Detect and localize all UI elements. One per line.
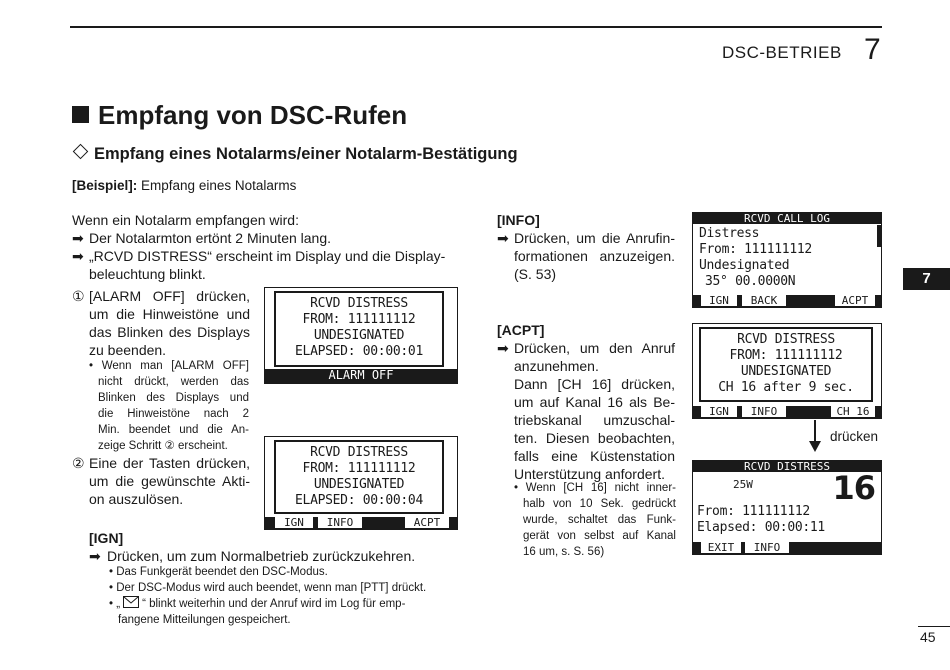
lcd-screen: RCVD DISTRESS FROM: 111111112 UNDESIGNATED ELAPSED: 00:00:04 (274, 440, 444, 514)
power-indicator: 25W (733, 478, 753, 491)
lcd-display-options (264, 436, 458, 530)
ch16-softkey[interactable]: CH 16 (831, 406, 875, 417)
alarm-off-softkey[interactable]: ALARM OFF (275, 369, 447, 382)
step-2: ② Eine der Tasten drücken, um die gewünschte Akti- on auszulösen. (72, 455, 250, 507)
example-line: [Beispiel]: Empfang eines Notalarms (72, 178, 297, 193)
acpt-heading: [ACPT] (497, 322, 545, 338)
ign-heading: [IGN] (89, 530, 124, 546)
header-rule (70, 26, 882, 28)
info-softkey[interactable]: INFO (742, 406, 786, 417)
acpt-note: • Wenn [CH 16] nicht inner- halb von 10 Sek. gedrückt wurde, schaltet das Funk- gerät von selbst auf Kanal 16 um, s. S. 56) (514, 482, 676, 558)
lcd-title-bar: RCVD CALL LOG (693, 213, 881, 224)
lcd-display-accepted (692, 323, 882, 419)
scrollbar-thumb[interactable] (877, 225, 881, 247)
page-title: Empfang von DSC-Rufen (72, 100, 407, 131)
lcd-screen: RCVD DISTRESS FROM: 111111112 UNDESIGNATED ELAPSED: 00:00:01 (274, 291, 444, 367)
info-softkey[interactable]: INFO (318, 517, 362, 528)
arrow-icon: ➡ (72, 248, 84, 264)
acpt-softkey[interactable]: ACPT (835, 295, 875, 306)
down-arrow-icon (809, 441, 821, 452)
info-description: ➡ Drücken, um die Anrufin- formationen anzuzeigen. (S. 53) (497, 230, 675, 282)
step-1: ① [ALARM OFF] drücken, um die Hinweistöne und das Blinken des Displays zu beenden. (72, 288, 250, 358)
info-softkey[interactable]: INFO (745, 542, 789, 553)
channel-number: 16 (832, 469, 875, 507)
chapter-number: 7 (864, 33, 881, 66)
arrow-icon: ➡ (497, 340, 509, 356)
envelope-icon (123, 596, 139, 608)
arrow-icon: ➡ (89, 548, 101, 564)
page-number-rule (918, 626, 950, 627)
exit-softkey[interactable]: EXIT (701, 542, 741, 553)
acpt-description: ➡ Drücken, um den Anruf anzunehmen. Dann [CH 16] drücken, um auf Kanal 16 als Be- triebskanal umzuschal- ten. Diesen beobachten, falls eine Küstenstation Unterstützung anfordert. (497, 340, 675, 482)
arrow-icon: ➡ (72, 230, 84, 246)
lcd-display-call-log: RCVD CALL LOG Distress From: 111111112 Undesignated 35° 00.0000N IGN BACK ACPT (692, 212, 882, 308)
ign-softkey[interactable]: IGN (701, 406, 737, 417)
lcd-display-channel-16: RCVD DISTRESS 25W 16 From: 111111112 Elapsed: 00:00:11 EXIT INFO (692, 460, 882, 555)
lcd-screen: RCVD DISTRESS FROM: 111111112 UNDESIGNATED CH 16 after 9 sec. (699, 327, 873, 402)
arrow-icon: ➡ (497, 230, 509, 246)
diamond-bullet-icon (73, 144, 89, 160)
lcd-display-alarm-off (264, 287, 458, 384)
ign-description: ➡ Drücken, um zum Normalbetrieb zurückzukehren. (89, 548, 416, 564)
square-bullet-icon (72, 106, 89, 123)
press-label: drücken (830, 429, 879, 444)
info-heading: [INFO] (497, 212, 540, 228)
ign-softkey[interactable]: IGN (701, 295, 737, 306)
chapter-tab: 7 (903, 268, 950, 290)
page-number: 45 (920, 629, 936, 645)
ign-softkey[interactable]: IGN (275, 517, 313, 528)
bullet-rcvd-distress: ➡ „RCVD DISTRESS“ erscheint im Display und die Display- beleuchtung blinkt. (72, 248, 446, 282)
lcd-title-bar: RCVD DISTRESS (693, 461, 881, 472)
section-subtitle: Empfang eines Notalarms/einer Notalarm-Bestätigung (72, 145, 518, 164)
acpt-softkey[interactable]: ACPT (405, 517, 449, 528)
bullet-alarm-tone: ➡ Der Notalarmton ertönt 2 Minuten lang. (72, 230, 332, 246)
back-softkey[interactable]: BACK (742, 295, 786, 306)
intro-text: Wenn ein Notalarm empfangen wird: (72, 212, 299, 228)
step-1-note: • Wenn man [ALARM OFF] nicht drückt, werden das Blinken des Displays und die Hinweistöne nach 2 Min. beendet und die An- zeige Schritt ② erscheint. (89, 360, 249, 452)
section-title: DSC-BETRIEB (722, 43, 842, 62)
ign-notes: • Das Funkgerät beendet den DSC-Modus. • Der DSC-Modus wird auch beendet, wenn man [PTT] drückt. • „ “ blinkt weiterhin und der Anruf wird im Log für emp- fangene Mitteilungen gespeichert. (109, 566, 427, 626)
